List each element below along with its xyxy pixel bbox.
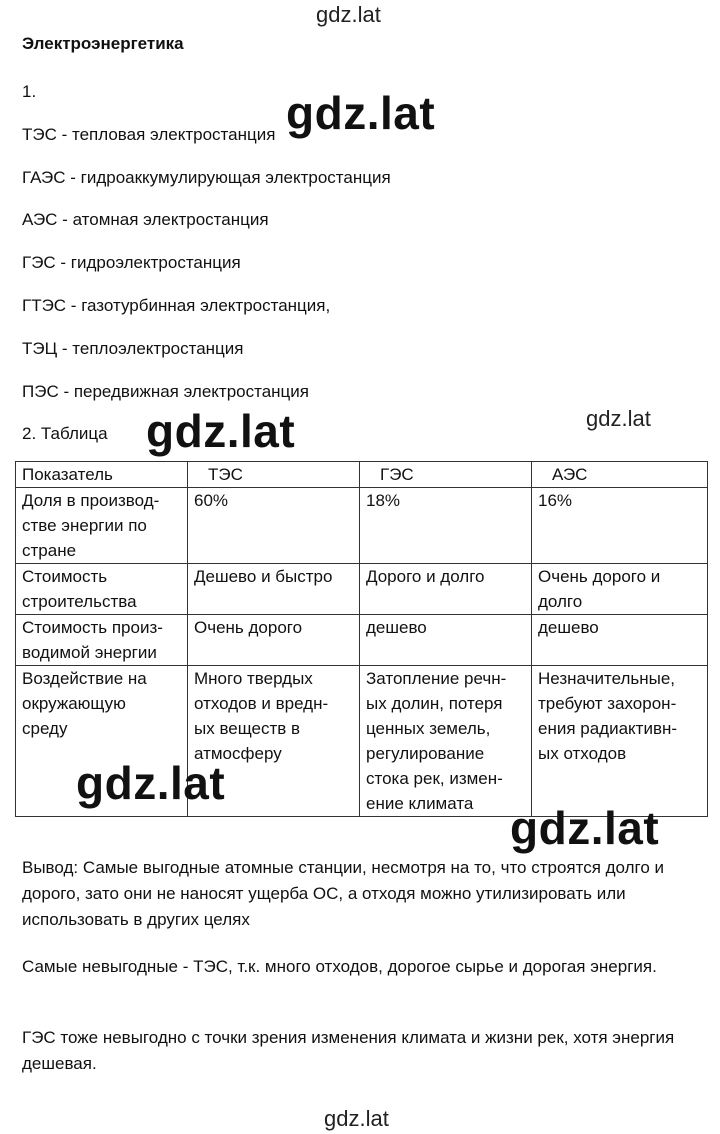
- table-cell: Дешево и быстро: [188, 564, 360, 615]
- table-cell: Очень дорого и долго: [532, 564, 708, 615]
- header-cell: ТЭС: [188, 462, 360, 488]
- watermark-large: gdz.lat: [510, 802, 660, 854]
- table-header-row: [16, 462, 708, 488]
- table-cell: Стоимость строительства: [16, 564, 188, 615]
- page-title: Электроэнергетика: [22, 34, 184, 53]
- table-cell: 60%: [188, 488, 360, 564]
- watermark-large: gdz.lat: [76, 757, 226, 809]
- table-cell: 18%: [360, 488, 532, 564]
- table-row: [16, 564, 708, 615]
- watermark-right: gdz.lat: [586, 406, 651, 431]
- conclusion-paragraph: Вывод: Самые выгодные атомные станции, несмотря на то, что строятся долго и дорого, зато они не наносят ущерба ОС, а отходя можно утилизировать или использовать в других целях: [22, 858, 665, 929]
- list-item: ГЭС - гидроэлектростанция: [22, 253, 241, 272]
- watermark-large: gdz.lat: [146, 405, 296, 457]
- watermark-top: gdz.lat: [316, 2, 381, 27]
- header-cell: Показатель: [16, 462, 188, 488]
- table-cell: Очень дорого: [188, 615, 360, 666]
- list-item: ГАЭС - гидроаккумулирующая электростанция: [22, 168, 391, 187]
- watermark-bottom: gdz.lat: [324, 1106, 389, 1131]
- table-cell: Затопление речн- ых долин, потеря ценных земель, регулирование стока рек, измен- ение климата: [360, 666, 532, 817]
- list-item: АЭС - атомная электростанция: [22, 210, 269, 229]
- list-item: ПЭС - передвижная электростанция: [22, 382, 309, 401]
- table-cell: 16%: [532, 488, 708, 564]
- table-cell: Много твердых отходов и вредн- ых веществ в атмосферу: [188, 666, 360, 817]
- conclusion-paragraph: Самые невыгодные - ТЭС, т.к. много отходов, дорогое сырье и дорогая энергия.: [22, 957, 657, 976]
- watermark-large: gdz.lat: [286, 87, 436, 139]
- list-item: ТЭС - тепловая электростанция: [22, 125, 276, 144]
- table-cell: дешево: [360, 615, 532, 666]
- table-row: [16, 615, 708, 666]
- header-cell: АЭС: [532, 462, 708, 488]
- table-cell: дешево: [532, 615, 708, 666]
- table-cell: Воздействие на окружающую среду: [16, 666, 188, 817]
- list-item: ТЭЦ - теплоэлектростанция: [22, 339, 244, 358]
- section-2-label: 2. Таблица: [22, 424, 108, 443]
- section-1-number: 1.: [22, 82, 37, 101]
- table-cell: Доля в производ- стве энергии по стране: [16, 488, 188, 564]
- table-row: [16, 488, 708, 564]
- header-cell: ГЭС: [360, 462, 532, 488]
- list-item: ГТЭС - газотурбинная электростанция,: [22, 296, 331, 315]
- table-cell: Незначительные, требуют захорон- ения радиактивн- ых отходов: [532, 666, 708, 817]
- table-cell: Дорого и долго: [360, 564, 532, 615]
- table-cell: Стоимость произ- водимой энергии: [16, 615, 188, 666]
- conclusion-paragraph: ГЭС тоже невыгодно с точки зрения изменения климата и жизни рек, хотя энергия дешевая.: [22, 1028, 675, 1073]
